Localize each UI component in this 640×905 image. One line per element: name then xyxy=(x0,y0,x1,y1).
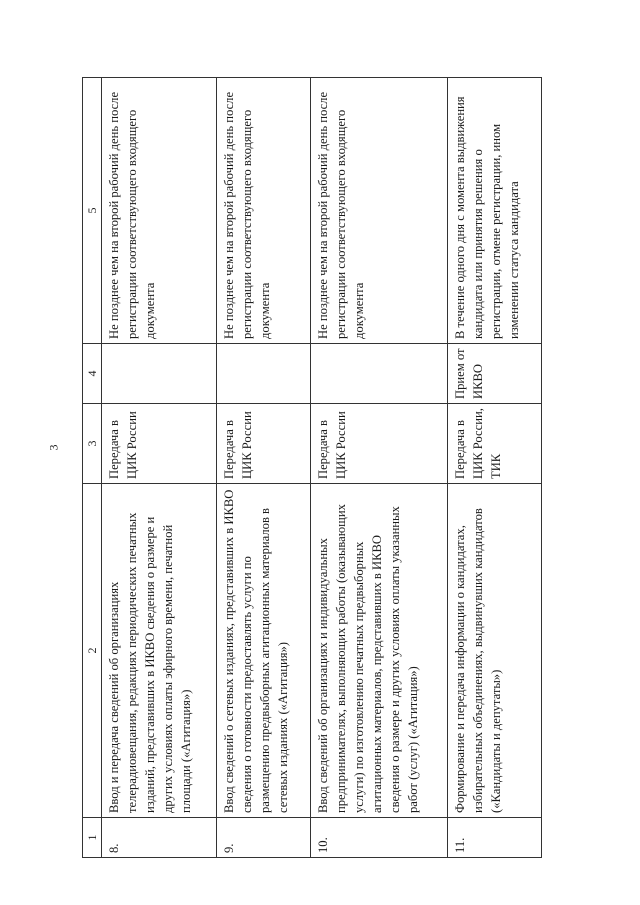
rotated-table-container xyxy=(82,78,542,858)
header-cell-col-5: 5 xyxy=(83,78,102,344)
table-row xyxy=(102,78,217,858)
row-receive xyxy=(102,344,217,404)
row-number: 8. xyxy=(102,818,217,858)
header-cell-col-2: 2 xyxy=(83,484,102,818)
row-receive: Прием от ИКВО xyxy=(448,344,542,404)
row-action: Передача в ЦИК России, ТИК xyxy=(448,404,542,484)
row-description: Ввод сведений об организациях и индивидуальных предпринимателях, выполняющих работы (оказывающих услуги) по изготовлению печатных предвыборных агитационных материалов, представивших в ИКВО сведения о размере и других условиях оплаты указанных работ (услуг) («Агитация») xyxy=(311,484,448,818)
header-row xyxy=(83,78,102,858)
row-number: 10. xyxy=(311,818,448,858)
row-number: 11. xyxy=(448,818,542,858)
row-action: Передача в ЦИК России xyxy=(102,404,217,484)
row-description: Ввод сведений о сетевых изданиях, представивших в ИКВО сведения о готовности предоставлять услуги по размещению предвыборных агитационных материалов в сетевых изданиях («Агитация») xyxy=(217,484,311,818)
row-description: Ввод и передача сведений об организациях телерадиовещания, редакциях периодических печатных изданий, представивших в ИКВО сведения о размере и других условиях оплаты эфирного времени, печатной площади («Агитация») xyxy=(102,484,217,818)
row-receive xyxy=(217,344,311,404)
header-cell-col-3: 3 xyxy=(83,404,102,484)
page-number: 3 xyxy=(46,444,61,451)
row-deadline: Не позднее чем на второй рабочий день после регистрации соответствующего входящего документа xyxy=(102,78,217,344)
row-action: Передача в ЦИК России xyxy=(217,404,311,484)
row-deadline: В течение одного дня с момента выдвижения кандидата или принятия решения о регистрации, отмене регистрации, ином изменении статуса кандидата xyxy=(448,78,542,344)
row-deadline: Не позднее чем на второй рабочий день после регистрации соответствующего входящего документа xyxy=(311,78,448,344)
table-row xyxy=(311,78,448,858)
row-deadline: Не позднее чем на второй рабочий день после регистрации соответствующего входящего документа xyxy=(217,78,311,344)
row-number: 9. xyxy=(217,818,311,858)
header-cell-col-1: 1 xyxy=(83,818,102,858)
row-action: Передача в ЦИК России xyxy=(311,404,448,484)
row-receive xyxy=(311,344,448,404)
procedure-table xyxy=(82,77,542,858)
row-description: Формирование и передача информации о кандидатах, избирательных объединениях, выдвинувших кандидатов («Кандидаты и депутаты») xyxy=(448,484,542,818)
header-cell-col-4: 4 xyxy=(83,344,102,404)
table-row xyxy=(448,78,542,858)
table-row xyxy=(217,78,311,858)
